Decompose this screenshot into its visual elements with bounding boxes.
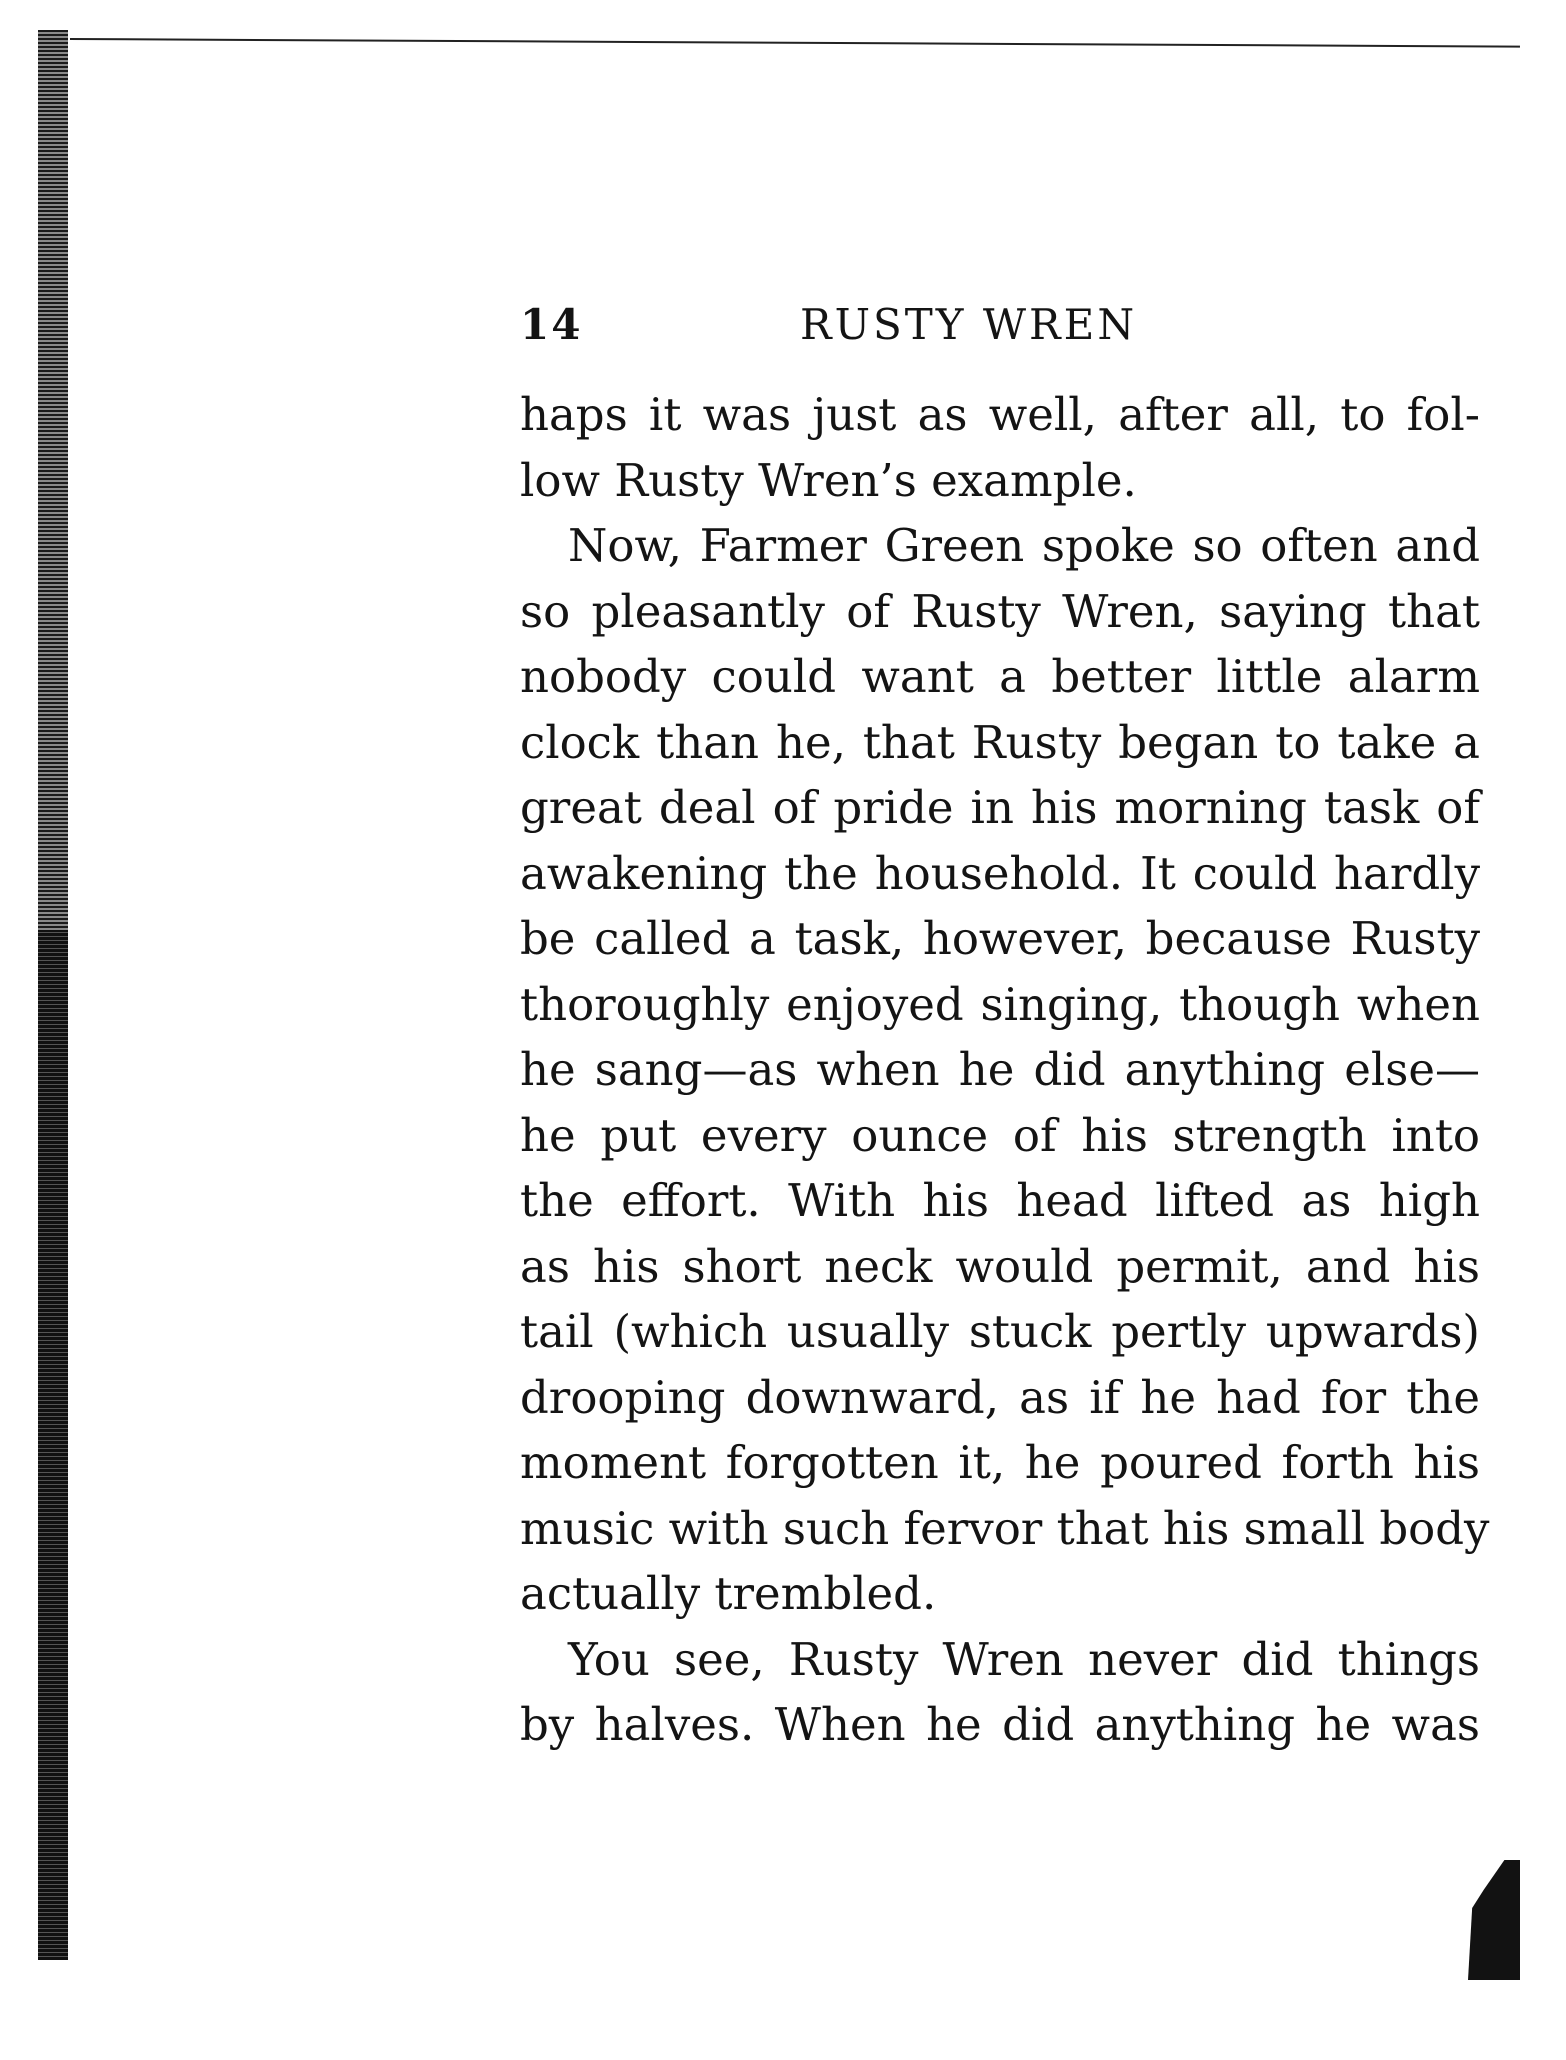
text-line: You see, Rusty Wren never did things [568,1632,1480,1686]
text-line: he sang—as when he did anything else— [520,1043,1480,1096]
running-head [520,300,1480,370]
text-line: as his short neck would permit, and his [520,1239,1480,1293]
scan-corner-mark [1468,1860,1520,1980]
text-line: nobody could want a better little alarm [520,650,1480,703]
text-line: awakening the household. It could hardly [520,846,1480,900]
text-line: drooping downward, as if he had for the [520,1370,1480,1424]
text-line: by halves. When he did anything he was [520,1698,1480,1751]
page-top-edge [70,38,1520,48]
text-line: tail (which usually stuck pertly upwards) [520,1305,1480,1358]
text-line: clock than he, that Rusty began to take a [520,715,1480,769]
text-line: so pleasantly of Rusty Wren, saying that [520,584,1480,638]
text-line: music with such fervor that his small body [520,1501,1490,1555]
text-line: he put every ounce of his strength into [520,1108,1480,1162]
body-text [520,382,1490,1758]
text-line: great deal of pride in his morning task of [520,781,1480,834]
text-line: be called a task, however, because Rusty [520,912,1480,965]
text-line: moment forgotten it, he poured forth his [520,1436,1480,1489]
text-line: thoroughly enjoyed singing, though when [520,977,1480,1031]
book-page [520,300,1490,1758]
text-line: Now, Farmer Green spoke so often and [568,519,1480,572]
text-line: haps it was just as well, after all, to fol- [520,388,1480,441]
text-line: low Rusty Wren’s example. [520,453,1137,507]
scan-binding-edge [38,30,68,1960]
page-number: 14 [520,300,583,349]
text-line: actually trembled. [520,1567,937,1620]
running-title: RUSTY WREN [800,300,1138,349]
text-line: the effort. With his head lifted as high [520,1174,1480,1227]
